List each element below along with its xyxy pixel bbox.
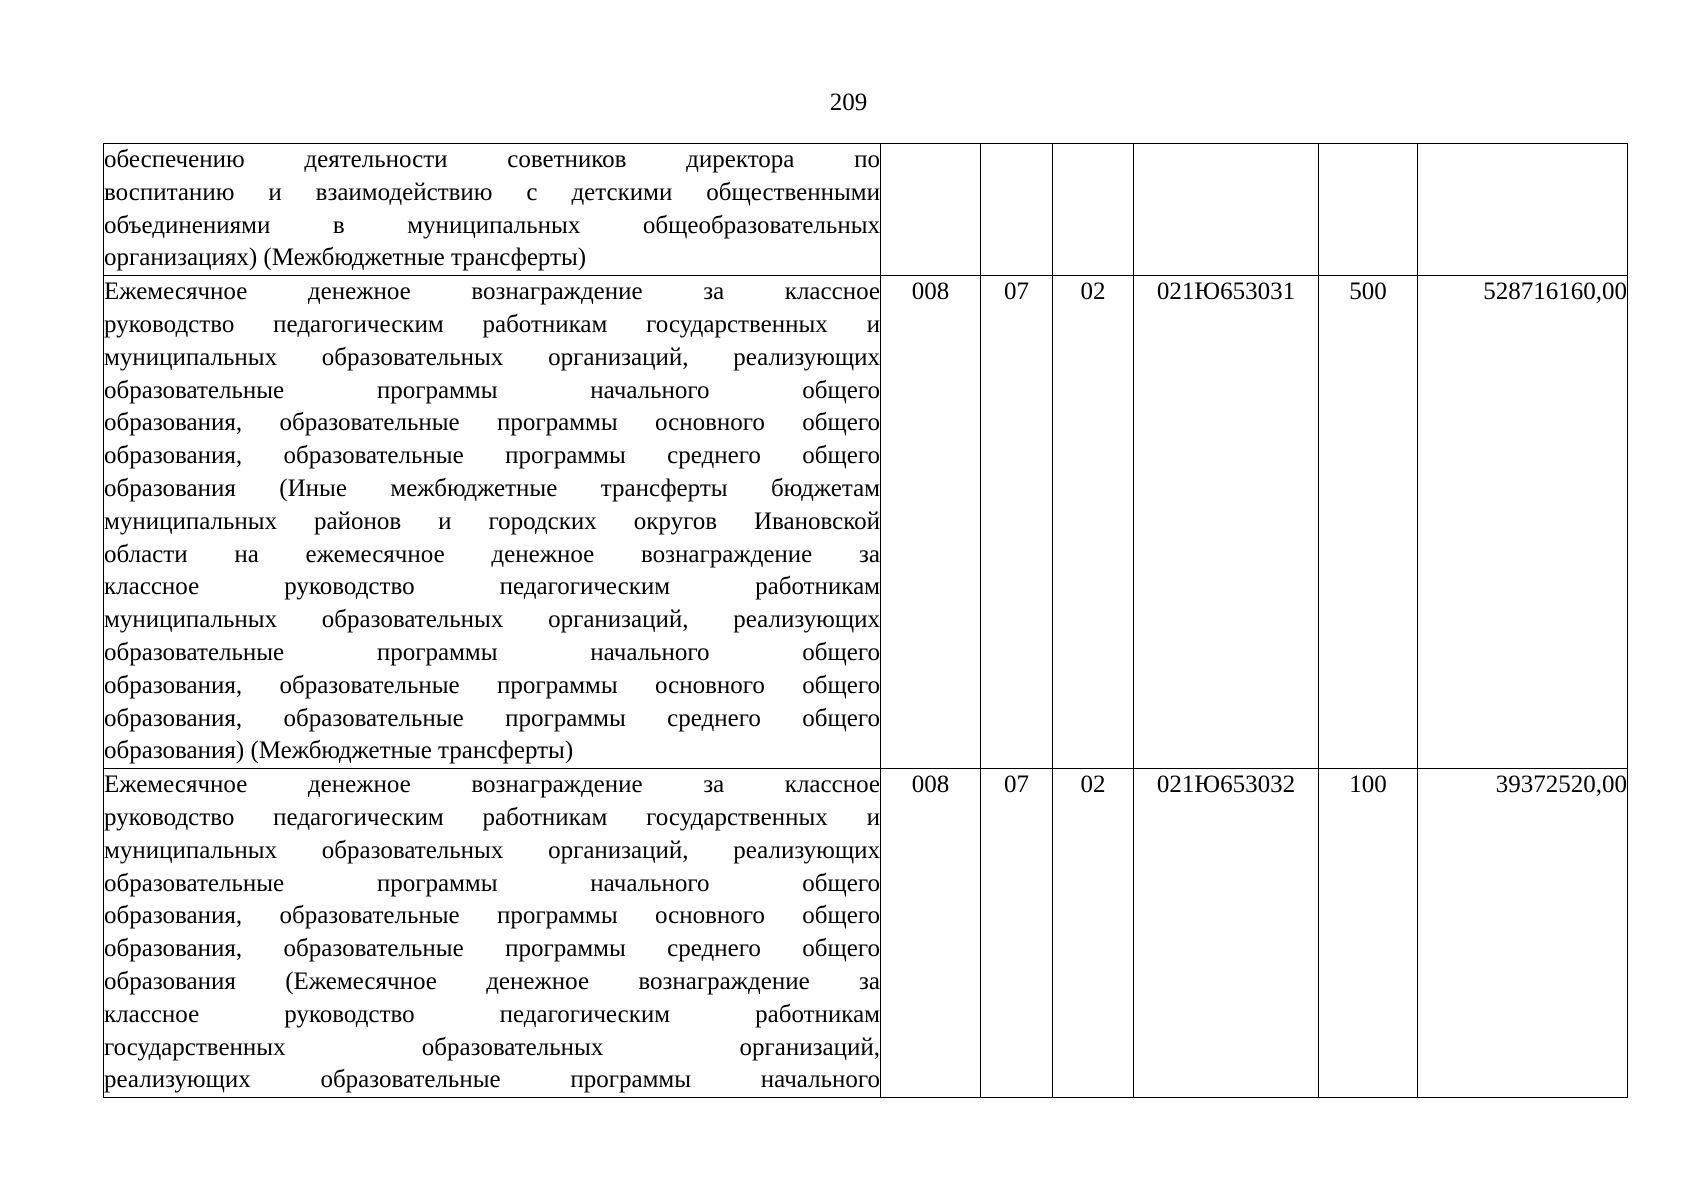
page-number: 209 [829,89,868,116]
description-line: государственных образовательных организаций, [104,1033,880,1061]
description-line: образования, образовательные программы основного общего [104,671,880,699]
amount-cell [1418,144,1628,276]
subsection-code-cell: 02 [1053,769,1134,1098]
description-line: муниципальных районов и городских округов Ивановской [104,507,880,535]
row-description [104,144,881,276]
description-line: муниципальных образовательных организаций, реализующих [104,836,880,864]
expense-type-cell: 500 [1319,276,1418,769]
ministry-code-cell: 008 [881,276,981,769]
description-line: руководство педагогическим работникам государственных и [104,310,880,338]
description-line: реализующих образовательные программы начального [104,1066,880,1094]
target-article-cell [1134,144,1319,276]
description-line: образования, образовательные программы среднего общего [104,935,880,963]
subsection-code-cell [1053,144,1134,276]
table-row [104,144,1628,276]
table-row [104,276,1628,769]
description-line: муниципальных образовательных организаций, реализующих [104,343,880,371]
description-line: образования, образовательные программы основного общего [104,409,880,437]
description-line: области на ежемесячное денежное вознаграждение за [104,540,880,568]
section-code-cell: 07 [981,769,1053,1098]
subsection-code-cell: 02 [1053,276,1134,769]
table-row [104,769,1628,1098]
ministry-code-cell: 008 [881,769,981,1098]
description-line: образования) (Межбюджетные трансферты) [104,737,574,765]
description-line: образования (Ежемесячное денежное вознаграждение за [104,967,880,995]
section-code-cell [981,144,1053,276]
ministry-code-cell [881,144,981,276]
target-article-cell: 021Ю653031 [1134,276,1319,769]
target-article-cell: 021Ю653032 [1134,769,1319,1098]
budget-table [103,143,1628,1098]
description-line: Ежемесячное денежное вознаграждение за классное [104,771,880,799]
description-line: объединениями в муниципальных общеобразовательных [104,211,880,239]
row-description [104,276,881,769]
row-description [104,769,881,1098]
description-line: образовательные программы начального общего [104,376,880,404]
description-line: образования, образовательные программы среднего общего [104,704,880,732]
description-line: образовательные программы начального общего [104,638,880,666]
description-line: образования (Иные межбюджетные трансферты бюджетам [104,474,880,502]
amount-cell: 39372520,00 [1418,769,1628,1098]
description-line: классное руководство педагогическим работникам [104,573,880,601]
description-line: образовательные программы начального общего [104,869,880,897]
section-code-cell: 07 [981,276,1053,769]
description-line: обеспечению деятельности советников директора по [104,146,880,173]
description-line: муниципальных образовательных организаций, реализующих [104,606,880,634]
description-line: образования, образовательные программы среднего общего [104,442,880,470]
amount-cell: 528716160,00 [1418,276,1628,769]
description-line: образования, образовательные программы основного общего [104,902,880,930]
expense-type-cell: 100 [1319,769,1418,1098]
description-line: организациях) (Межбюджетные трансферты) [104,244,587,272]
description-line: руководство педагогическим работникам государственных и [104,803,880,831]
expense-type-cell [1319,144,1418,276]
description-line: классное руководство педагогическим работникам [104,1000,880,1028]
description-line: воспитанию и взаимодействию с детскими общественными [104,178,880,206]
description-line: Ежемесячное денежное вознаграждение за классное [104,278,880,306]
